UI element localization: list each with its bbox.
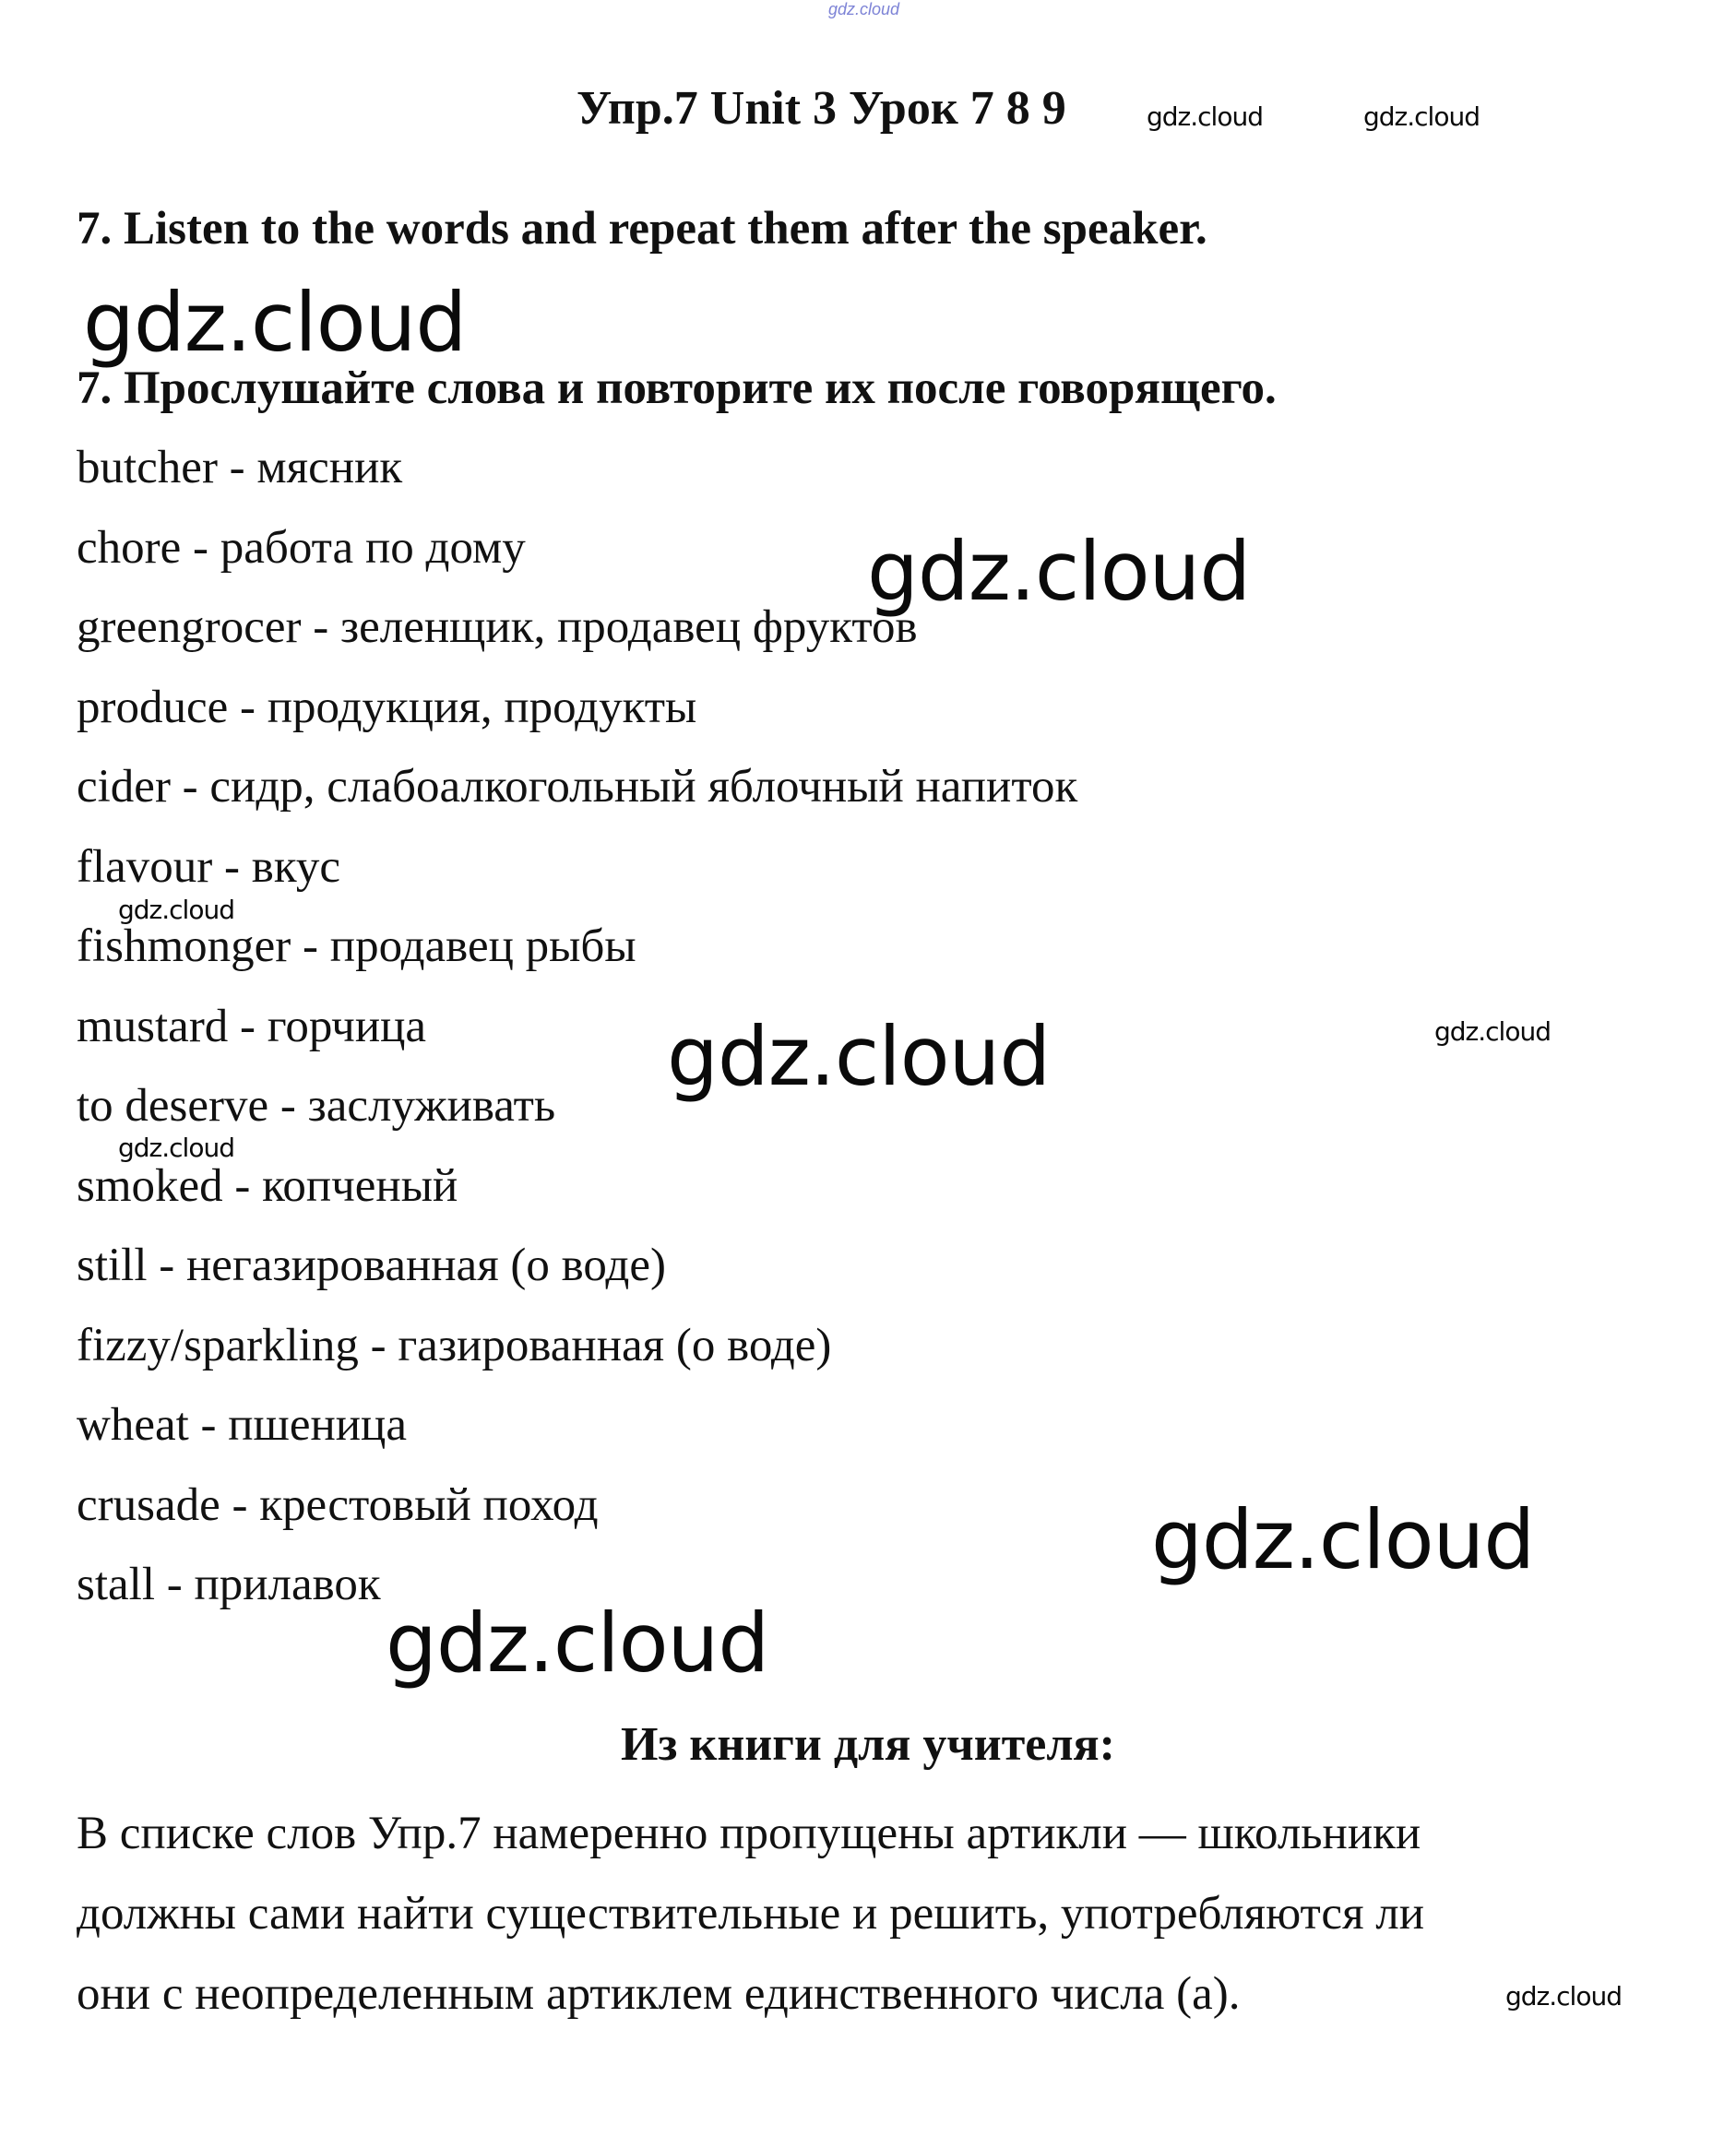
teacher-book-line: должны сами найти существительные и решить, употребляются ли (77, 1888, 1425, 1940)
watermark: gdz.cloud (667, 1009, 1051, 1104)
exercise-heading-russian: 7. Прослушайте слова и повторите их после говорящего. (77, 362, 1277, 414)
teacher-book-title: Из книги для учителя: (621, 1718, 1115, 1771)
vocabulary-item: fishmonger - продавец рыбы (77, 920, 636, 972)
vocabulary-item: crusade - крестовый поход (77, 1478, 599, 1531)
vocabulary-item: fizzy/sparkling - газированная (о воде) (77, 1319, 832, 1371)
teacher-book-note (77, 1794, 1645, 2035)
vocabulary-item: butcher - мясник (77, 442, 403, 493)
watermark: gdz.cloud (83, 275, 467, 370)
page-title: Упр.7 Unit 3 Урок 7 8 9 (577, 82, 1066, 135)
watermark: gdz.cloud (1151, 1492, 1535, 1587)
watermark: gdz.cloud (1147, 101, 1263, 132)
watermark: gdz.cloud (1505, 1981, 1622, 2012)
watermark: gdz.cloud (386, 1596, 769, 1691)
exercise-heading-english: 7. Listen to the words and repeat them after the speaker. (77, 203, 1207, 255)
vocabulary-item: to deserve - заслуживать (77, 1080, 556, 1132)
top-watermark: gdz.cloud (828, 0, 900, 18)
watermark: gdz.cloud (1363, 101, 1480, 132)
vocabulary-item: smoked - копченый (77, 1159, 458, 1212)
vocabulary-item: stall - прилавок (77, 1559, 381, 1610)
vocabulary-item: cider - сидр, слабоалкогольный яблочный напиток (77, 761, 1078, 813)
watermark: gdz.cloud (118, 1133, 234, 1163)
teacher-book-line: В списке слов Упр.7 намеренно пропущены артикли — школьники (77, 1808, 1421, 1859)
vocabulary-item: flavour - вкус (77, 840, 341, 893)
watermark: gdz.cloud (1434, 1016, 1551, 1047)
teacher-book-line: они с неопределенным артиклем единственного числа (a). (77, 1968, 1241, 2020)
watermark: gdz.cloud (118, 895, 234, 925)
watermark: gdz.cloud (867, 524, 1251, 619)
vocabulary-item: produce - продукция, продукты (77, 681, 697, 733)
vocabulary-item: wheat - пшеница (77, 1399, 407, 1451)
vocabulary-item: mustard - горчица (77, 1000, 427, 1052)
vocabulary-item: still - негазированная (о воде) (77, 1240, 666, 1291)
vocabulary-item: chore - работа по дому (77, 521, 526, 574)
vocabulary-item: greengrocer - зеленщик, продавец фруктов (77, 601, 918, 653)
